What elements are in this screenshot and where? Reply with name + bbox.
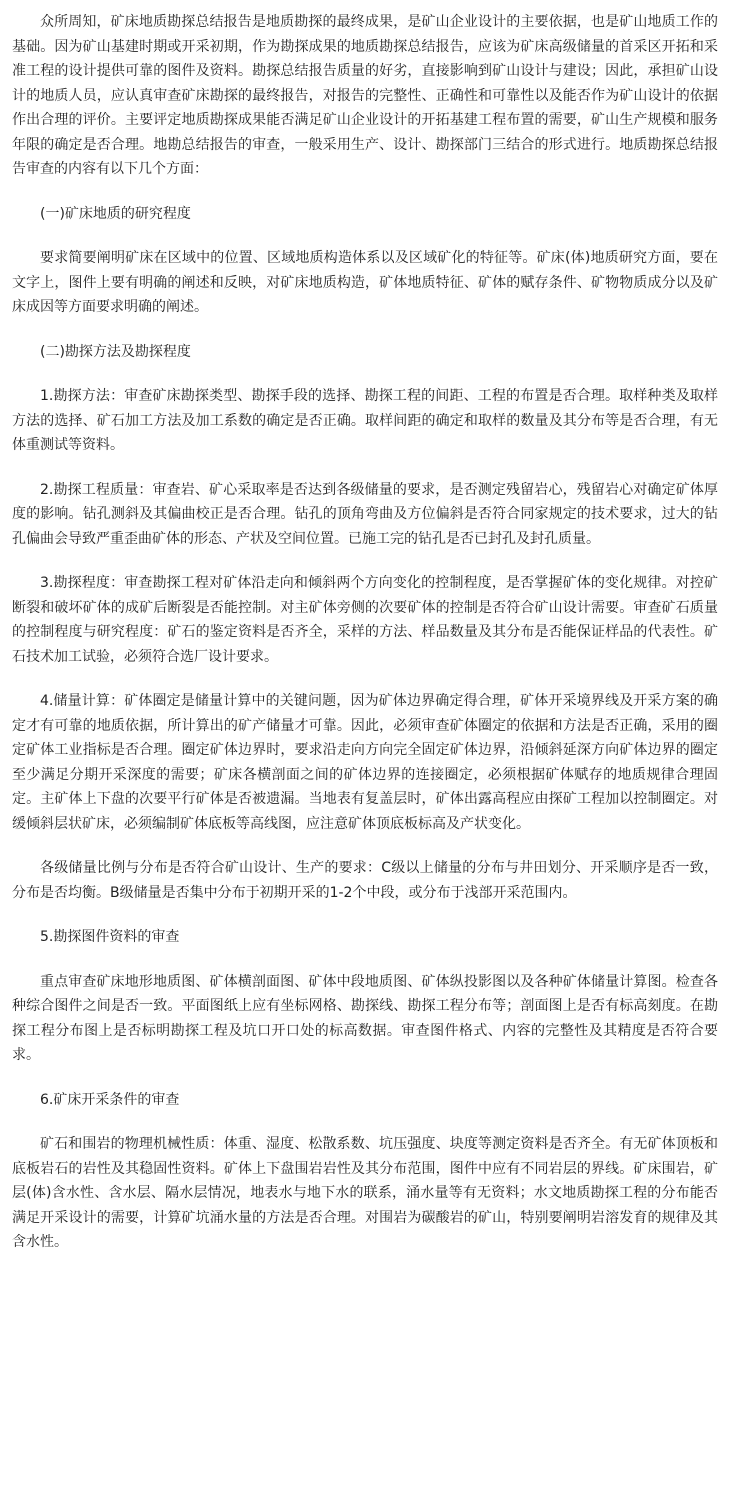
item5-heading: 5.勘探图件资料的审查 bbox=[40, 929, 180, 945]
item3-paragraph: 3.勘探程度：审查勘探工程对矿体沿走向和倾斜两个方向变化的控制程度，是否掌握矿体的变化规律。对控矿断裂和破坏矿体的成矿后断裂是否能控制。对主矿体旁侧的次要矿体的控制是否符合矿山设计需要。审查矿石质量的控制程度与研究程度：矿石的鉴定资料是否齐全，采样的方法、样品数量及其分布是否能保证样品的代表性。矿石技术加工试验，必须符合选厂设计要求。 bbox=[12, 575, 718, 665]
item4-extra-paragraph: 各级储量比例与分布是否符合矿山设计、生产的要求：C级以上储量的分布与井田划分、开采顺序是否一致，分布是否均衡。B级储量是否集中分布于初期开采的1-2个中段，或分布于浅部开采范围内。 bbox=[12, 860, 718, 901]
item6-heading: 6.矿床开采条件的审查 bbox=[40, 1091, 180, 1108]
section1-paragraph: 要求简要阐明矿床在区域中的位置、区域地质构造体系以及区域矿化的特征等。矿床(体)地质研究方面，要在文字上，图件上要有明确的阐述和反映，对矿床地质构造，矿体地质特征、矿体的赋存条件、矿物物质成分以及矿床成因等方面要求明确的阐述。 bbox=[12, 250, 718, 315]
item6-paragraph: 矿石和围岩的物理机械性质：体重、湿度、松散系数、坑压强度、块度等测定资料是否齐全。有无矿体顶板和底板岩石的岩性及其稳固性资料。矿体上下盘围岩岩性及其分布范围，图件中应有不同岩层的界线。矿床围岩，矿层(体)含水性、含水层、隔水层情况，地表水与地下水的联系，涌水量等有无资料；水文地质勘探工程的分布能否满足开采设计的需要，计算矿坑涌水量的方法是否合理。对围岩为碳酸岩的矿山，特别要阐明岩溶发育的规律及其含水性。 bbox=[12, 1136, 718, 1250]
item4-paragraph: 4.储量计算：矿体圈定是储量计算中的关键问题，因为矿体边界确定得合理，矿体开采境界线及开采方案的确定才有可靠的地质依据，所计算出的矿产储量才可靠。因此，必须审查矿体圈定的依据和方法是否正确，采用的圈定矿体工业指标是否合理。圈定矿体边界时，要求沿走向方向完全固定矿体边界，沿倾斜延深方向矿体边界的圈定至少满足分期开采深度的需要；矿床各横剖面之间的矿体边界的连接圈定，必须根据矿体赋存的地质规律合理固定。主矿体上下盘的次要平行矿体是否被遗漏。当地表有复盖层时，矿体出露高程应由探矿工程加以控制圈定。对缓倾斜层状矿床，必须编制矿体底板等高线图，应注意矿体顶底板标高及产状变化。 bbox=[12, 693, 718, 832]
item2-paragraph: 2.勘探工程质量：审查岩、矿心采取率是否达到各级储量的要求，是否测定残留岩心，残留岩心对确定矿体厚度的影响。钻孔测斜及其偏曲校正是否合理。钻孔的顶角弯曲及方位偏斜是否符合同家规定的技术要求，过大的钻孔偏曲会导致严重歪曲矿体的形态、产状及空间位置。已施工完的钻孔是否已封孔及封孔质量。 bbox=[12, 481, 718, 547]
section2-heading: (二)勘探方法及勘探程度 bbox=[40, 343, 191, 360]
intro-paragraph: 众所周知，矿床地质勘探总结报告是地质勘探的最终成果，是矿山企业设计的主要依据，也是矿山地质工作的基础。因为矿山基建时期或开采初期，作为勘探成果的地质勘探总结报告，应该为矿床高级储量的首采区开拓和采准工程的设计提供可靠的图件及资料。勘探总结报告质量的好劣，直接影响到矿山设计与建设；因此，承担矿山设计的地质人员，应认真审查矿床勘探的最终报告，对报告的完整性、正确性和可靠性以及能否作为矿山设计的依据作出合理的评价。主要评定地质勘探成果能否满足矿山企业设计的开拓基建工程布置的需要，矿山生产规模和服务年限的确定是否合理。地勘总结报告的审查，一般采用生产、设计、勘探部门三结合的形式进行。地质勘探总结报告审查的内容有以下几个方面： bbox=[12, 14, 718, 177]
article-body bbox=[12, 10, 718, 1275]
section1-heading: (一)矿床地质的研究程度 bbox=[40, 205, 191, 222]
item5-paragraph: 重点审查矿床地形地质图、矿体横剖面图、矿体中段地质图、矿体纵投影图以及各种矿体储量计算图。检查各种综合图件之间是否一致。平面图纸上应有坐标网格、勘探线、勘探工程分布等；剖面图上是否有标高刻度。在勘探工程分布图上是否标明勘探工程及坑口开口处的标高数据。审查图件格式、内容的完整性及其精度是否符合要求。 bbox=[12, 973, 718, 1063]
item1-paragraph: 1.勘探方法：审查矿床勘探类型、勘探手段的选择、勘探工程的间距、工程的布置是否合理。取样种类及取样方法的选择、矿石加工方法及加工系数的确定是否正确。取样间距的确定和取样的数量及其分布等是否合理，有无体重测试等资料。 bbox=[12, 388, 718, 453]
